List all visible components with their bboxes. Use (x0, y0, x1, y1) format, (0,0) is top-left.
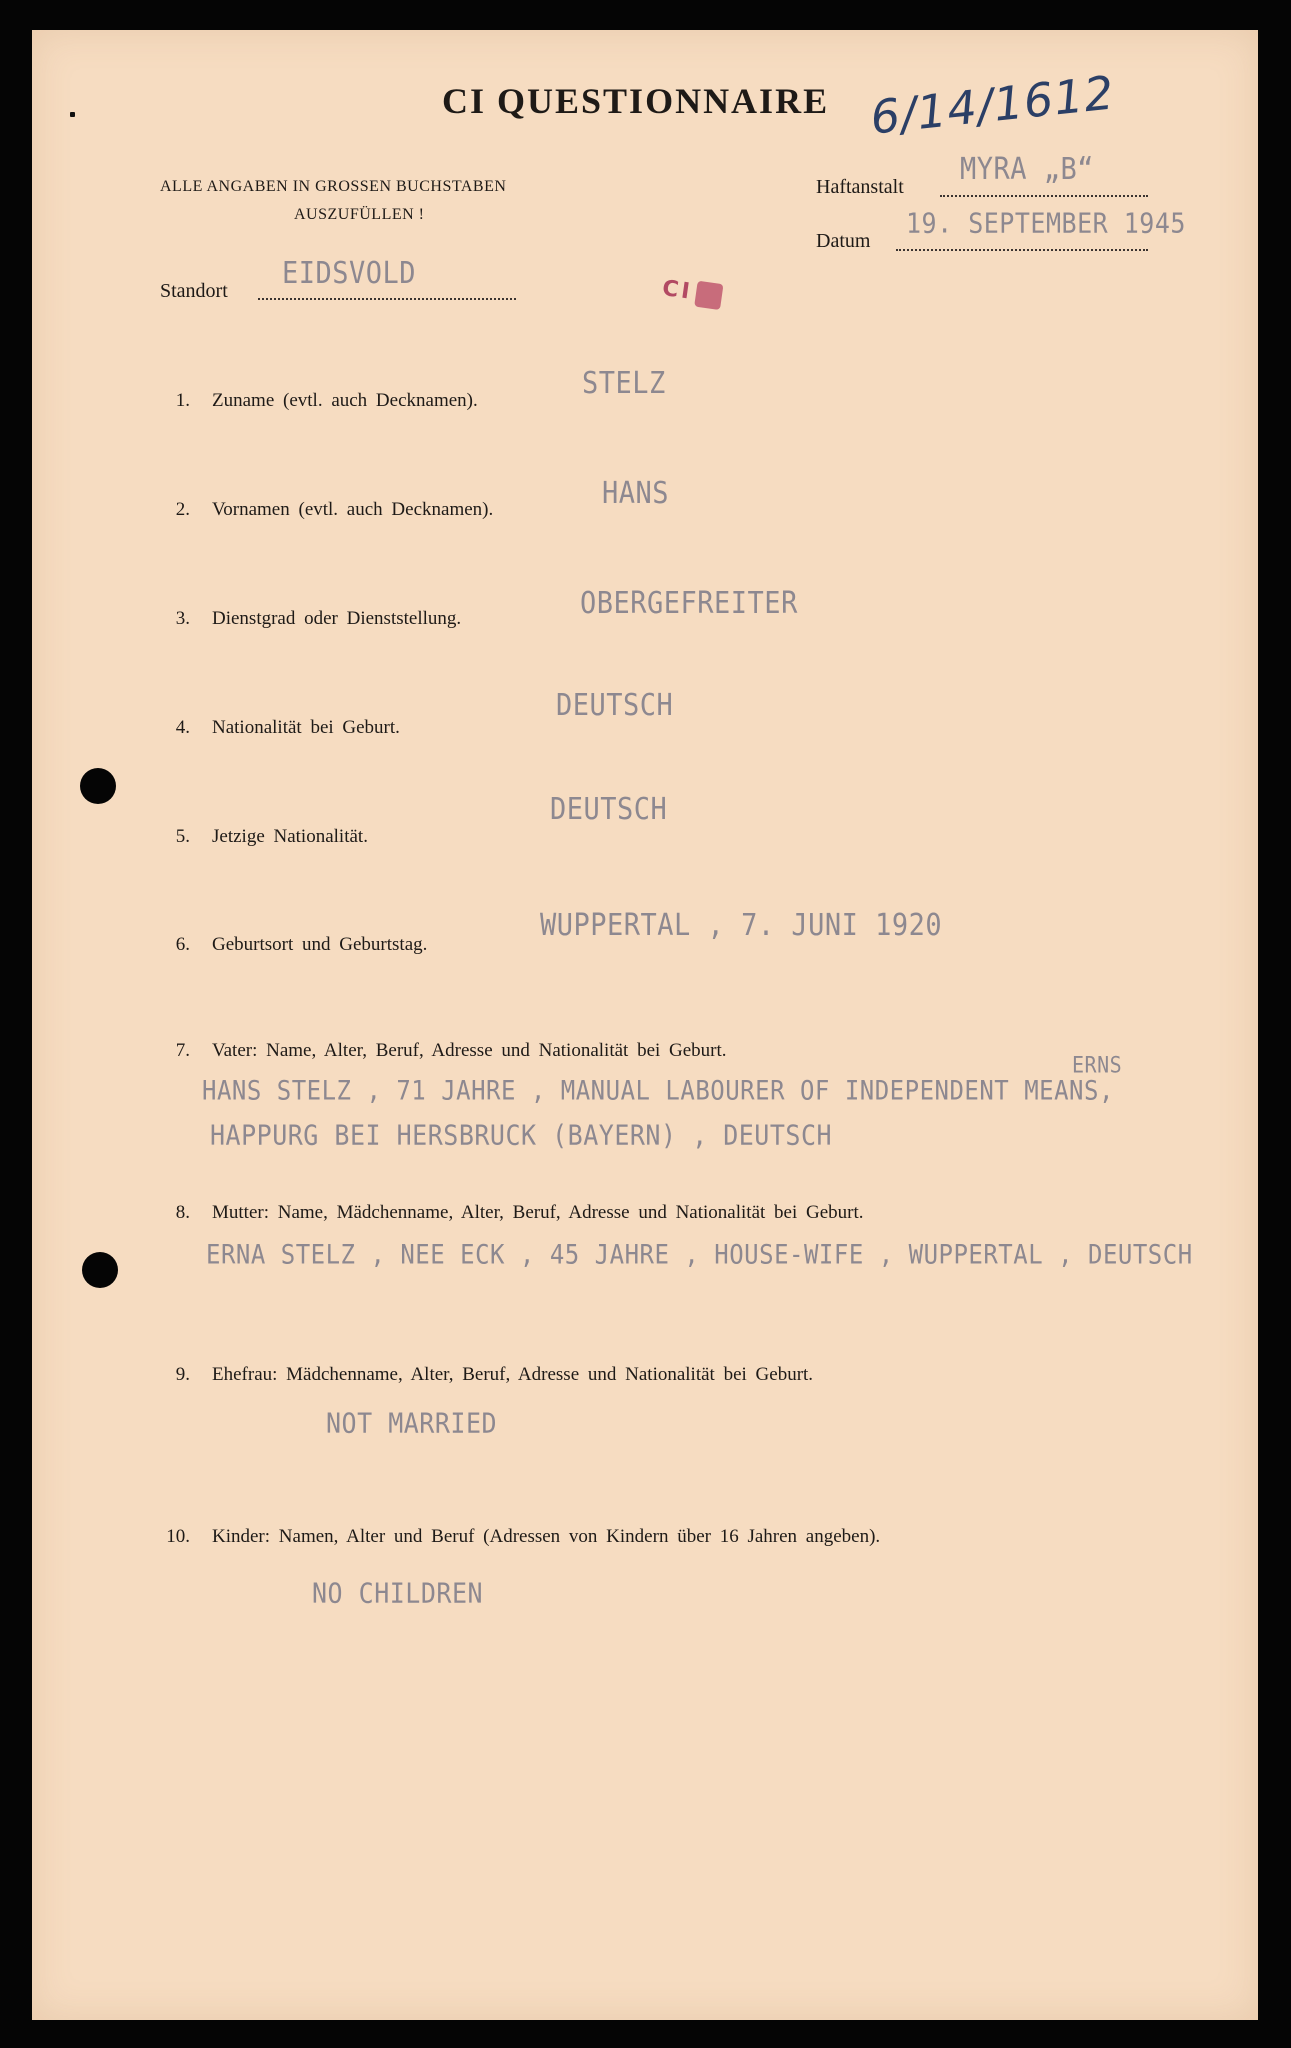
datum-line (896, 249, 1148, 251)
stamp-seal-icon (694, 281, 723, 310)
instruction-line-1: ALLE ANGABEN IN GROSSEN BUCHSTABEN (160, 178, 507, 195)
paper-speck (70, 112, 75, 117)
haftanstalt-value: MYRA „B“ (960, 152, 1095, 187)
question-label-1: Zuname (evtl. auch Decknamen). (212, 390, 478, 411)
question-label-6: Geburtsort und Geburtstag. (212, 934, 428, 955)
answer-father-line-1: HANS STELZ , 71 JAHRE , MANUAL LABOURER OF INDEPENDENT MEANS, (202, 1074, 1114, 1106)
question-label-9: Ehefrau: Mädchenname, Alter, Beruf, Adresse und Nationalität bei Geburt. (212, 1364, 814, 1385)
answer-rank: OBERGEFREITER (580, 586, 798, 621)
instruction-line-2: AUSZUFÜLLEN ! (294, 206, 425, 223)
answer-birthplace-date: WUPPERTAL , 7. JUNI 1920 (540, 908, 943, 943)
answer-wife: NOT MARRIED (326, 1406, 498, 1439)
question-number-2: 2. (175, 499, 190, 520)
answer-father-correction: ERNS (1072, 1051, 1123, 1078)
answer-mother: ERNA STELZ , NEE ECK , 45 JAHRE , HOUSE-WIFE , WUPPERTAL , DEUTSCH (206, 1238, 1193, 1270)
question-label-5: Jetzige Nationalität. (212, 826, 368, 847)
datum-label: Datum (816, 230, 871, 252)
standort-label: Standort (160, 280, 228, 302)
question-label-7: Vater: Name, Alter, Beruf, Adresse und Nationalität bei Geburt. (212, 1040, 727, 1061)
answer-surname: STELZ (582, 366, 666, 401)
file-number-handwritten: 6/14/1612 (867, 65, 1118, 145)
question-number-6: 6. (175, 934, 190, 955)
question-number-10: 10. (166, 1526, 190, 1547)
question-number-1: 1. (175, 390, 190, 411)
answer-current-nationality: DEUTSCH (550, 792, 668, 827)
question-number-9: 9. (175, 1364, 190, 1385)
ci-stamp-text: CI (660, 275, 695, 305)
question-number-5: 5. (175, 826, 190, 847)
haftanstalt-label: Haftanstalt (816, 176, 904, 198)
datum-value: 19. SEPTEMBER 1945 (906, 206, 1186, 239)
standort-value: EIDSVOLD (282, 256, 417, 291)
answer-father-line-2: HAPPURG BEI HERSBRUCK (BAYERN) , DEUTSCH (210, 1118, 833, 1151)
question-label-3: Dienstgrad oder Dienststellung. (212, 608, 462, 629)
haftanstalt-line (940, 195, 1148, 197)
answer-first-names: HANS (602, 476, 670, 511)
standort-line (258, 298, 516, 300)
question-label-2: Vornamen (evtl. auch Decknamen). (212, 499, 494, 520)
question-number-3: 3. (175, 608, 190, 629)
question-label-4: Nationalität bei Geburt. (212, 717, 400, 738)
punch-hole-bottom (82, 1252, 118, 1288)
question-number-8: 8. (175, 1202, 190, 1223)
ci-stamp (660, 276, 723, 310)
question-number-7: 7. (175, 1040, 190, 1061)
form-title: CI QUESTIONNAIRE (442, 81, 830, 121)
question-label-10: Kinder: Namen, Alter und Beruf (Adressen von Kindern über 16 Jahren angeben). (212, 1526, 881, 1547)
punch-hole-top (80, 768, 116, 804)
question-label-8: Mutter: Name, Mädchenname, Alter, Beruf, Adresse und Nationalität bei Geburt. (212, 1202, 864, 1223)
questionnaire-page (32, 30, 1258, 2020)
answer-children: NO CHILDREN (312, 1576, 484, 1609)
question-number-4: 4. (175, 717, 190, 738)
answer-nationality-birth: DEUTSCH (556, 688, 674, 723)
